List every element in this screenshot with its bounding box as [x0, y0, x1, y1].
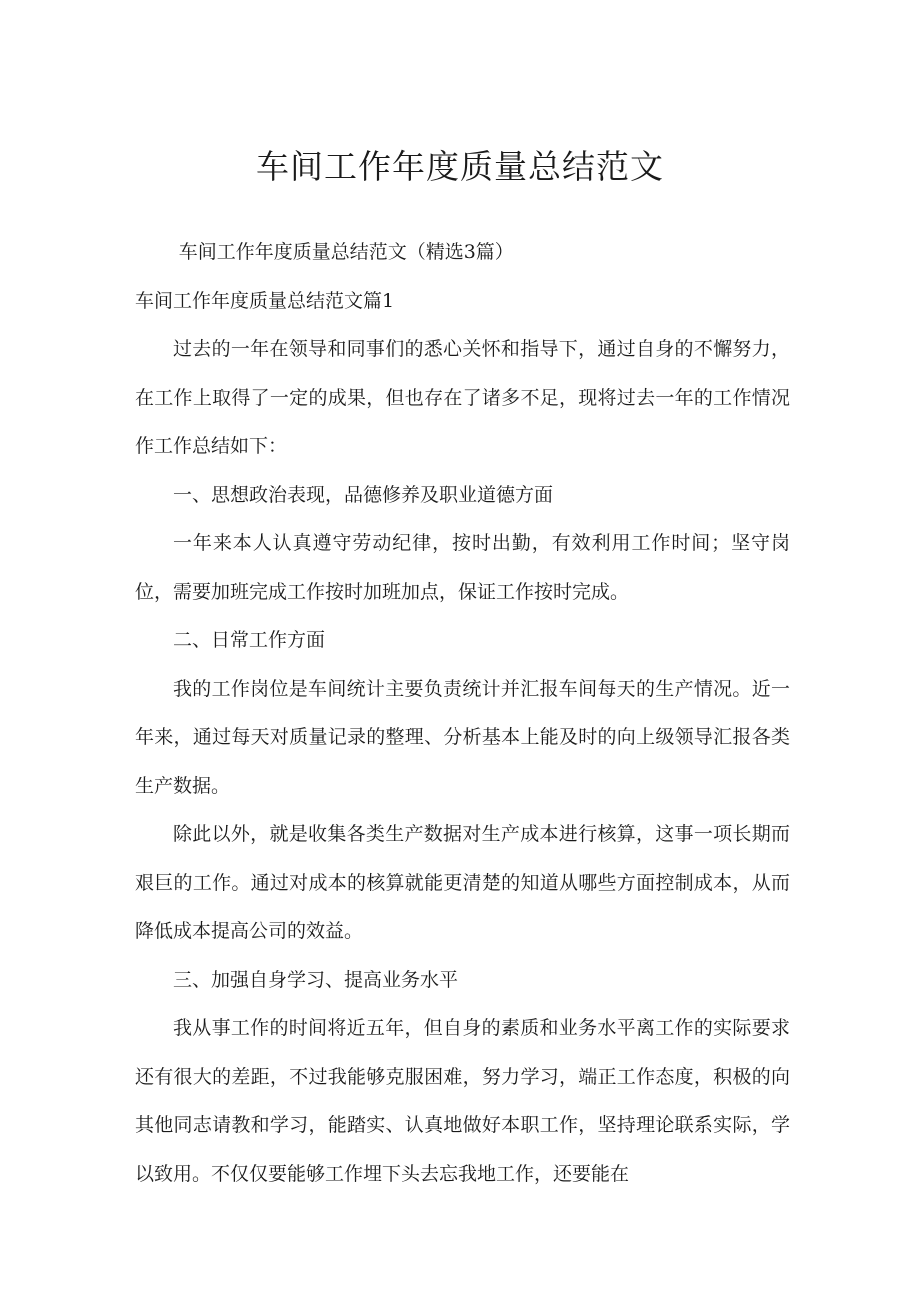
document-title: 车间工作年度质量总结范文 [256, 147, 664, 186]
document-subtitle: 车间工作年度质量总结范文（精选3篇） [178, 241, 514, 263]
section-heading-2: 二、日常工作方面 [173, 629, 326, 651]
paragraph-section-1: 一年来本人认真遵守劳动纪律，按时出勤，有效利用工作时间；坚守岗位，需要加班完成工作按时加班加点，保证工作按时完成。 [135, 532, 790, 603]
section-heading-3: 三、加强自身学习、提高业务水平 [173, 968, 459, 991]
document-body [135, 228, 790, 1198]
section-heading-1: 一、思想政治表现，品德修养及职业道德方面 [173, 483, 554, 506]
paragraph-section-3: 我从事工作的时间将近五年，但自身的素质和业务水平离工作的实际要求还有很大的差距，不过我能够克服困难，努力学习，端正工作态度，积极的向其他同志请教和学习，能踏实、认真地做好本职工作，坚持理论联系实际，学以致用。不仅仅要能够工作埋下头去忘我地工作，还要能在 [135, 1017, 790, 1185]
paragraph-section-2b: 除此以外，就是收集各类生产数据对生产成本进行核算，这事一项长期而艰巨的工作。通过对成本的核算就能更清楚的知道从哪些方面控制成本，从而降低成本提高公司的效益。 [135, 823, 790, 942]
paragraph-intro: 过去的一年在领导和同事们的悉心关怀和指导下，通过自身的不懈努力，在工作上取得了一定的成果，但也存在了诸多不足，现将过去一年的工作情况作工作总结如下： [135, 338, 790, 457]
section-heading-article-1: 车间工作年度质量总结范文篇1 [135, 289, 395, 312]
paragraph-section-2a: 我的工作岗位是车间统计主要负责统计并汇报车间每天的生产情况。近一年来，通过每天对质量记录的整理、分析基本上能及时的向上级领导汇报各类生产数据。 [135, 677, 790, 797]
